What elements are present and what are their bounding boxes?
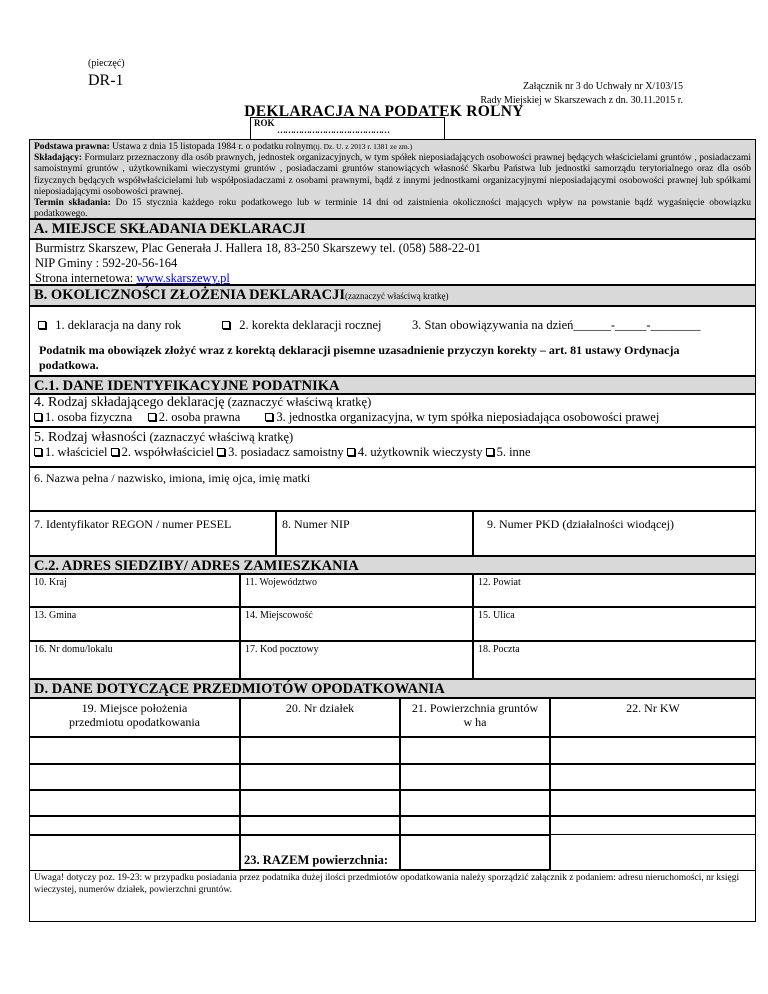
ownership-type-options	[34, 445, 751, 460]
table-cell[interactable]	[29, 737, 240, 764]
stamp-label: (pieczęć)	[88, 58, 125, 69]
legal-basis-label: Podstawa prawna:	[34, 142, 110, 152]
legal-basis-box	[29, 139, 756, 219]
ownership-perpetual-label: 4. użytkownik wieczysty	[357, 445, 483, 459]
country-label: 10. Kraj	[34, 577, 67, 588]
nip-field[interactable]	[276, 511, 473, 556]
ownership-coowner[interactable]	[111, 445, 214, 459]
commune-field[interactable]	[29, 607, 240, 641]
website-link[interactable]: www.skarszewy.pl	[136, 271, 230, 285]
col-area-line-2: w ha	[463, 715, 487, 729]
col-plot-header	[240, 698, 400, 737]
commune-label: 13. Gmina	[34, 610, 77, 621]
col-kw-header	[550, 698, 756, 737]
option-state-date[interactable]	[412, 318, 700, 333]
table-cell[interactable]	[400, 790, 550, 816]
regon-pesel-field[interactable]	[29, 511, 276, 556]
section-b-body	[29, 306, 756, 376]
checkbox-icon[interactable]	[111, 448, 119, 456]
total-spacer	[29, 835, 240, 870]
table-cell[interactable]	[240, 764, 400, 790]
checkbox-icon[interactable]	[148, 413, 156, 421]
table-cell[interactable]	[550, 764, 756, 790]
table-cell[interactable]	[400, 816, 550, 835]
pkd-field[interactable]	[473, 511, 756, 556]
section-b-note: (zaznaczyć właściwą kratkę)	[345, 291, 449, 301]
taxpayer-type-options	[34, 410, 751, 425]
website-label: Strona internetowa:	[35, 271, 137, 285]
option-annual-declaration[interactable]	[38, 318, 181, 333]
nip-label: 8. Numer NIP	[282, 517, 350, 531]
ownership-other-label: 5. inne	[496, 445, 531, 459]
ownership-type-question	[34, 430, 751, 445]
table-cell[interactable]	[550, 816, 756, 835]
ownership-type-note: (zaznaczyć właściwą kratkę)	[146, 430, 294, 444]
table-cell[interactable]	[240, 790, 400, 816]
county-field[interactable]	[473, 574, 756, 607]
option-state-date-label: 3. Stan obowiązywania na dzień______-_____-________	[412, 318, 701, 332]
country-field[interactable]	[29, 574, 240, 607]
legal-basis-small: (tj. Dz. U. z 2013 r. 1381 ze zm.)	[313, 142, 413, 151]
taxpayer-type-field	[29, 394, 756, 427]
col-plot-label: 20. Nr działek	[285, 701, 355, 715]
table-cell[interactable]	[29, 764, 240, 790]
taxpayer-type-unit[interactable]	[265, 410, 659, 424]
checkbox-icon[interactable]	[265, 413, 273, 421]
ownership-possessor-label: 3. posiadacz samoistny	[228, 445, 344, 459]
locality-label: 14. Miejscowość	[245, 610, 313, 621]
legal-deadline-text: Do 15 stycznia każdego roku podatkowego lub w terminie 14 dni od zaistnienia okoliczności mających wpływ na powstanie bądź wygaśnięcie obowiązku podatkowego.	[34, 198, 751, 220]
office-address: Burmistrz Skarszew, Plac Generała J. Hallera 18, 83-250 Skarszewy tel. (058) 588-22-01	[35, 241, 481, 255]
year-field[interactable]	[250, 117, 445, 139]
legal-filer-text: Formularz przeznaczony dla osób prawnych, jednostek organizacyjnych, w tym spółek nieposiadających osobowości prawnej będących właścicielami gruntów , posiadaczami samoistnymi gruntów , użytkownikami wieczystymi gruntów , posiadaczami gruntów stanowiących własność Skarbu Państwa lub jednostki samorządu terytorialnego oraz dla osób fizycznych będących współwłaścicielami lub współposiadaczami z osobami prawnymi, bądź z innymi jednostkami organizacyjnymi nieposiadającymi osobowości prawnej lub spółkami nieposiadającymi osobowości prawnej.	[34, 153, 751, 197]
legal-filer-label: Składający:	[34, 153, 83, 164]
section-d-note: Uwaga! dotyczy poz. 19-23: w przypadku posiadania przez podatnika dużej ilości przedmiotów opodatkowania należy sporządzić załącznik z podaniem: adresu nieruchomości, nr księgi wieczystej, numerów działek, powierzchni gruntów.	[29, 870, 756, 922]
office-website-row	[35, 271, 750, 286]
checkbox-icon[interactable]	[34, 448, 42, 456]
total-area-value[interactable]	[400, 835, 550, 870]
postal-code-label: 17. Kod pocztowy	[245, 644, 319, 655]
ownership-owner-label: 1. właściciel	[45, 445, 108, 459]
locality-field[interactable]	[240, 607, 473, 641]
year-dots: ……………………………………	[277, 125, 389, 135]
section-c1-title: C.1. DANE IDENTYFIKACYJNE PODATNIKA	[29, 376, 756, 394]
table-cell[interactable]	[400, 737, 550, 764]
year-label: ROK	[254, 118, 275, 128]
table-cell[interactable]	[29, 790, 240, 816]
postal-code-field[interactable]	[240, 641, 473, 679]
checkbox-icon[interactable]	[486, 448, 494, 456]
street-label: 15. Ulica	[478, 610, 515, 621]
legal-basis	[34, 141, 751, 153]
office-nip: NIP Gminy : 592-20-56-164	[35, 256, 178, 270]
checkbox-icon[interactable]	[34, 413, 42, 421]
legal-filer	[34, 153, 751, 198]
taxpayer-type-question	[34, 395, 751, 410]
ownership-type-label: 5. Rodzaj własności	[34, 430, 147, 445]
full-name-field[interactable]	[29, 467, 756, 511]
taxpayer-type-legal-label: 2. osoba prawna	[158, 410, 241, 424]
form-code: DR-1	[88, 72, 124, 89]
section-b-header	[29, 285, 756, 306]
checkbox-icon[interactable]	[38, 321, 46, 329]
total-area-label: 23. RAZEM powierzchnia:	[240, 835, 400, 870]
legal-deadline-label: Termin składania:	[34, 198, 111, 209]
page-title: DEKLARACJA NA PODATEK ROLNY	[244, 103, 524, 120]
ownership-other[interactable]	[486, 445, 531, 459]
col-location-header	[29, 698, 240, 737]
voivodeship-label: 11. Województwo	[245, 577, 317, 588]
table-cell[interactable]	[29, 816, 240, 835]
taxpayer-type-natural[interactable]	[34, 410, 132, 424]
county-label: 12. Powiat	[478, 577, 521, 588]
regon-pesel-label: 7. Identyfikator REGON / numer PESEL	[34, 517, 232, 531]
legal-basis-text: Ustawa z dnia 15 listopada 1984 r. o podatku rolnym	[109, 142, 314, 152]
legal-deadline	[34, 198, 751, 220]
street-field[interactable]	[473, 607, 756, 641]
house-number-label: 16. Nr domu/lokalu	[34, 644, 113, 655]
attachment-line-2: Rady Miejskiej w Skarszewach z dn. 30.11.2015 r.	[480, 95, 683, 106]
col-location-line-1: 19. Miejsce położenia	[81, 701, 188, 715]
section-c2-title: C.2. ADRES SIEDZIBY/ ADRES ZAMIESZKANIA	[29, 556, 756, 574]
col-kw-label: 22. Nr KW	[626, 701, 680, 715]
ownership-type-field	[29, 427, 756, 467]
table-cell[interactable]	[240, 816, 400, 835]
col-area-header	[400, 698, 550, 737]
checkbox-icon[interactable]	[217, 448, 225, 456]
section-b-title: B. OKOLICZNOŚCI ZŁOŻENIA DEKLARACJI	[34, 287, 346, 303]
total-empty	[550, 835, 756, 870]
taxpayer-type-label: 4. Rodzaj składającego deklarację	[34, 395, 225, 410]
voivodeship-field[interactable]	[240, 574, 473, 607]
table-cell[interactable]	[550, 790, 756, 816]
option-correction-label: 2. korekta deklaracji rocznej	[239, 318, 382, 332]
taxpayer-type-note: (zaznaczyć właściwą kratkę)	[224, 395, 372, 409]
taxpayer-type-unit-label: 3. jednostka organizacyjna, w tym spółka nieposiadająca osobowości prawej	[276, 410, 660, 424]
option-annual-label: 1. deklaracja na dany rok	[55, 318, 182, 332]
full-name-label: 6. Nazwa pełna / nazwisko, imiona, imię ojca, imię matki	[34, 471, 311, 485]
post-office-field[interactable]	[473, 641, 756, 679]
house-number-field[interactable]	[29, 641, 240, 679]
pkd-label: 9. Numer PKD (działalności wiodącej)	[487, 517, 674, 531]
section-d-title: D. DANE DOTYCZĄCE PRZEDMIOTÓW OPODATKOWANIA	[29, 679, 756, 698]
col-area-line-1: 21. Powierzchnia gruntów	[411, 701, 539, 715]
ownership-owner[interactable]	[34, 445, 107, 459]
post-office-label: 18. Poczta	[478, 644, 520, 655]
ownership-possessor[interactable]	[217, 445, 344, 459]
correction-note: Podatnik ma obowiązek złożyć wraz z korektą deklaracji pisemne uzasadnienie przyczyn korekty – art. 81 ustawy Ordynacja podatkowa.	[39, 343, 680, 372]
taxpayer-type-natural-label: 1. osoba fizyczna	[45, 410, 133, 424]
section-a-body	[29, 239, 756, 285]
taxpayer-type-legal[interactable]	[148, 410, 241, 424]
col-location-line-2: przedmiotu opodatkowania	[69, 715, 200, 729]
table-cell[interactable]	[550, 737, 756, 764]
section-a-title: A. MIEJSCE SKŁADANIA DEKLARACJI	[29, 219, 756, 239]
table-cell[interactable]	[240, 737, 400, 764]
ownership-perpetual[interactable]	[347, 445, 483, 459]
option-correction[interactable]	[222, 318, 382, 333]
checkbox-icon[interactable]	[222, 321, 230, 329]
ownership-coowner-label: 2. współwłaściciel	[121, 445, 214, 459]
table-cell[interactable]	[400, 764, 550, 790]
attachment-line-1: Załącznik nr 3 do Uchwały nr X/103/15	[523, 81, 683, 92]
checkbox-icon[interactable]	[347, 448, 355, 456]
